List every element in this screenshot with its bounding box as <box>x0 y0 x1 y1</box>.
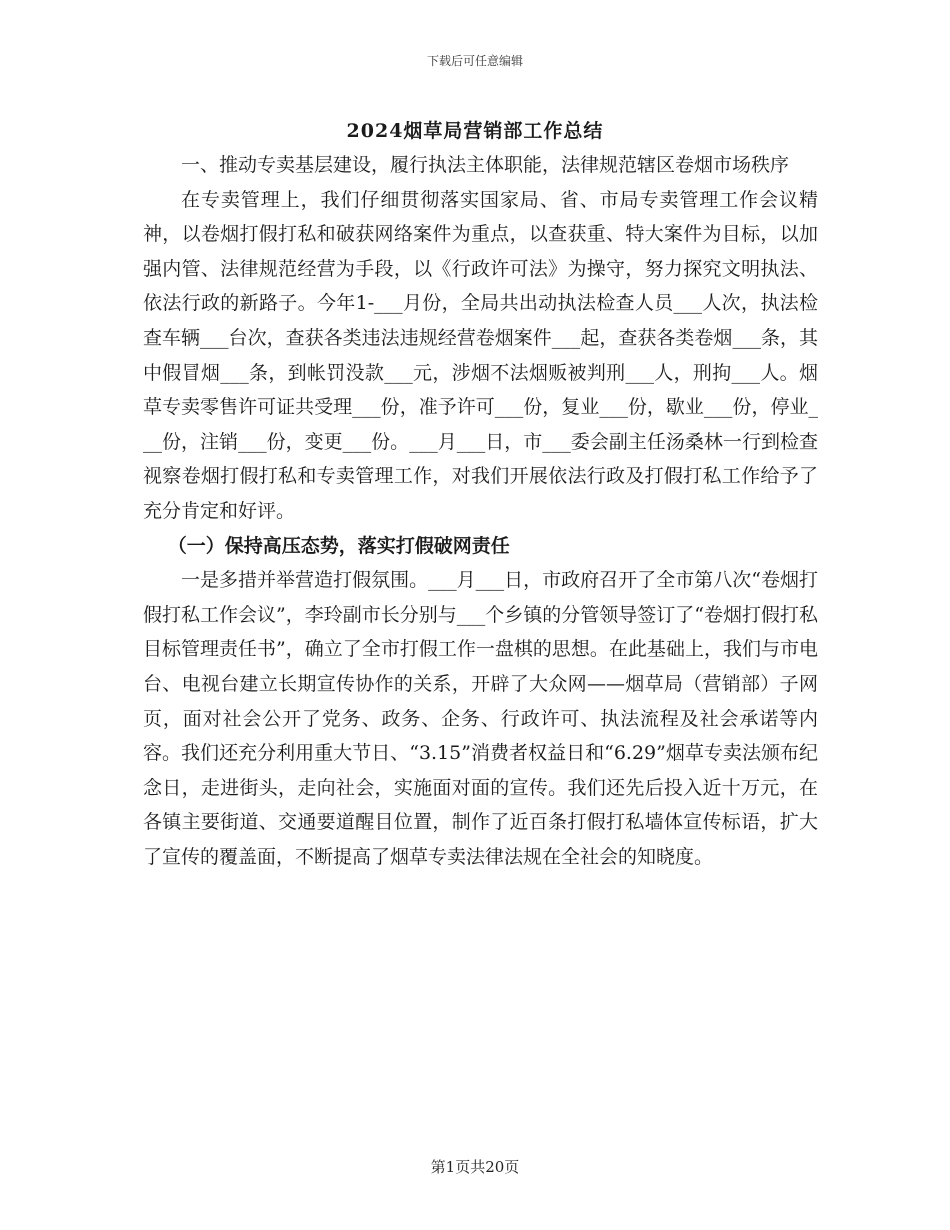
document-title: 2024烟草局营销部工作总结 <box>346 120 604 142</box>
page-footer: 第1页共20页 <box>430 1158 520 1176</box>
page-header-note: 下载后可任意编辑 <box>426 54 523 68</box>
section-heading: 一、推动专卖基层建设，履行执法主体职能，法律规范辖区卷烟市场秩序 <box>181 154 790 176</box>
paragraph: 在专卖管理上，我们仔细贯彻落实国家局、省、市局专卖管理工作会议精神，以卷烟打假打私和破获网络案件为重点，以查获重、特大案件为目标，以加强内管、法律规范经营为手段，以《行政许可法》为操守，努力探究文明执法、依法行政的新路子。今年1-___月份，全局共出动执法检查人员___人次，执法检查车辆___台次，查获各类违法违规经营卷烟案件___起，查获各类卷烟___条，其中假冒烟___条，到帐罚没款___元，涉烟不法烟贩被判刑___人，刑拘___人。烟草专卖零售许可证共受理___份，准予许可___份，复业___份，歇业___份，停业___份，注销___份，变更___份。___月___日，市___委会副主任汤桑林一行到检查视察卷烟打假打私和专卖管理工作，对我们开展依法行政及打假打私工作给予了充分肯定和好评。 <box>143 188 818 522</box>
document-body <box>143 148 818 874</box>
subsection-heading: （一）保持高压态势，落实打假破网责任 <box>167 534 510 557</box>
paragraph: 一是多措并举营造打假氛围。___月___日，市政府召开了全市第八次“卷烟打假打私工作会议”，李玲副市长分别与___个乡镇的分管领导签订了“卷烟打假打私目标管理责任书”，确立了全市打假工作一盘棋的思想。在此基础上，我们与市电台、电视台建立长期宣传协作的关系，开辟了大众网——烟草局（营销部）子网页，面对社会公开了党务、政务、企务、行政许可、执法流程及社会承诺等内容。我们还充分利用重大节日、“3.15”消费者权益日和“6.29”烟草专卖法颁布纪念日，走进街头，走向社会，实施面对面的宣传。我们还先后投入近十万元，在各镇主要街道、交通要道醒目位置，制作了近百条打假打私墙体宣传标语，扩大了宣传的覆盖面，不断提高了烟草专卖法律法规在全社会的知晓度。 <box>143 569 818 868</box>
